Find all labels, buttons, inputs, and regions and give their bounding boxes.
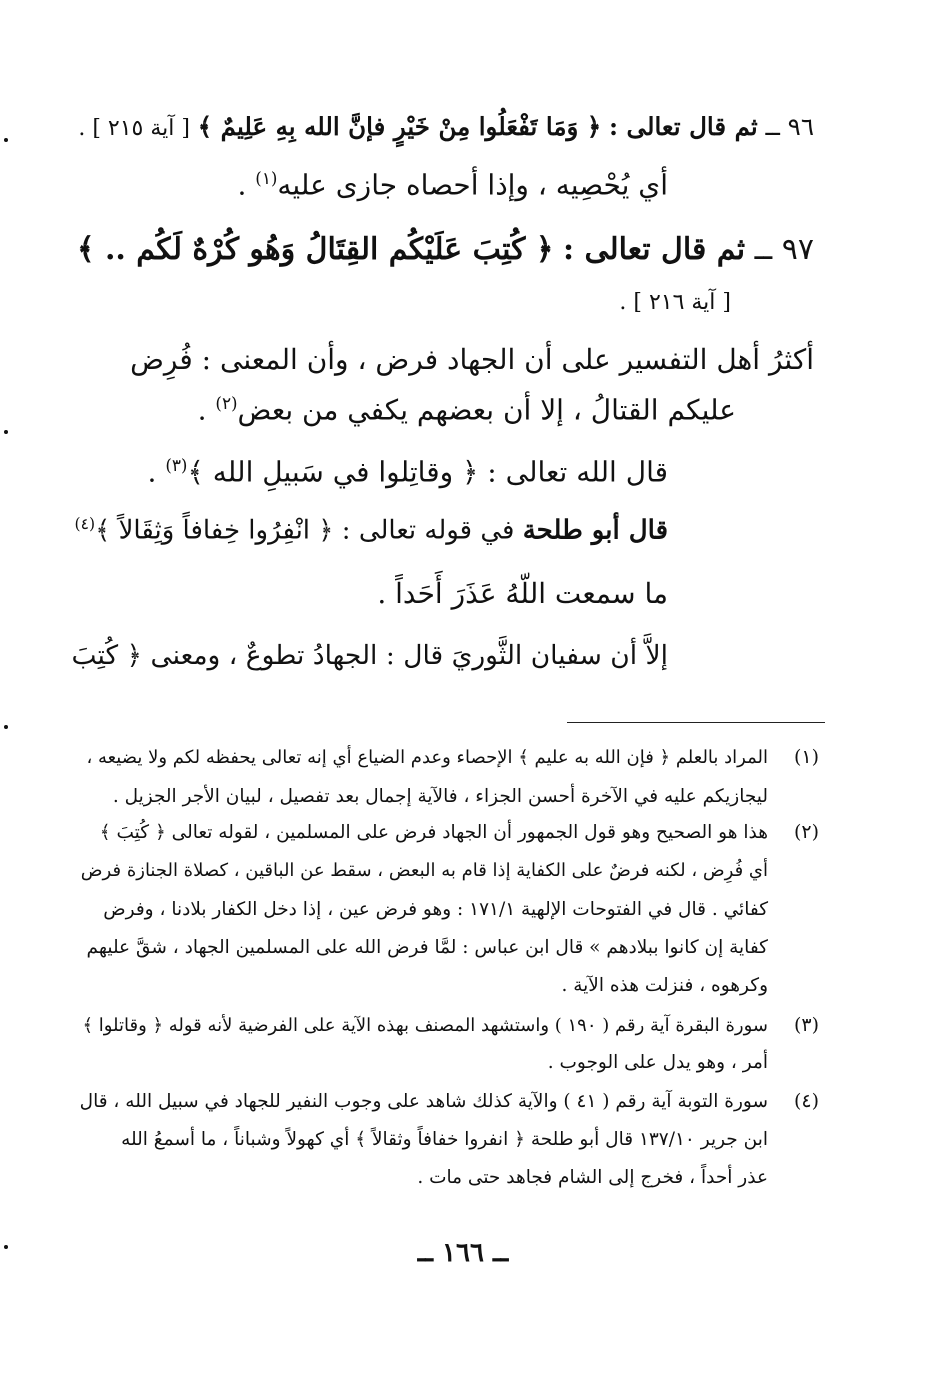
footnote-2-line-3: كفائي . قال في الفتوحات الإلهية ١٧١/١ : وهو فرض عين ، إذا دخل الكفار بلادنا ، وفرض xyxy=(103,899,768,920)
paragraph-97-line-1: أكثرُ أهل التفسير على أن الجهاد فرض ، وأن المعنى : فُرِض xyxy=(130,343,814,376)
quran-verse: ﴿ وَمَا تَفْعَلُوا مِنْ خَيْرٍ فإنَّ الله بِهِ عَلِيمٌ ﴾ xyxy=(197,112,602,141)
paragraph-96: أي يُحْصِيه ، وإذا أحصاه جازى عليه$^{(١)}$ . xyxy=(237,168,668,202)
footnote-ref-4[interactable]: (٤) xyxy=(74,515,96,533)
footnote-ref-3[interactable]: (٣) xyxy=(165,455,188,475)
scan-mark xyxy=(4,430,8,434)
item-number: ٩٧ ــ xyxy=(754,232,814,267)
footnote-2-line-1: هذا هو الصحيح وهو قول الجمهور أن الجهاد فرض على المسلمين ، لقوله تعالى ﴿ كُتِبَ ﴾ xyxy=(99,822,768,843)
footnote-number: (١) xyxy=(793,746,819,768)
item-number: ٩٦ ــ xyxy=(765,112,814,141)
footnote-4-line-1: سورة التوبة آية رقم ( ٤١ ) والآية كذلك شاهد على وجوب النفير للجهاد في سبيل الله ، قال xyxy=(79,1091,768,1112)
footnote-4-line-2: ابن جرير ١٣٧/١٠ قال أبو طلحة ﴿ انفروا خفافاً وثقالاً ﴾ أي كهولاً وشباناً ، ما أسمعُ الله xyxy=(121,1129,768,1150)
narrator-name: قال أبو طلحة xyxy=(522,515,668,546)
footnote-number: (٤) xyxy=(793,1090,819,1112)
scan-mark xyxy=(4,725,8,729)
paragraph-97-line-2: عليكم القتالُ ، إلا أن بعضهم يكفي من بعض$^{(٢)}$ . xyxy=(197,393,736,427)
footnote-4-line-3: عذر أحداً ، فخرج إلى الشام فجاهد حتى مات . xyxy=(417,1167,768,1188)
verse-reference: [ آية ٢١٥ ] . xyxy=(78,116,190,141)
footnote-ref-2[interactable]: (٢) xyxy=(215,393,238,413)
verse-reference: [ آية ٢١٦ ] . xyxy=(619,290,731,315)
footnote-number: (٣) xyxy=(793,1014,819,1036)
item-97-heading xyxy=(77,232,814,267)
footnote-2-line-5: وكرهوه ، فنزلت هذه الآية . xyxy=(561,975,768,996)
footnote-2-line-4: كفاية إن كانوا ببلادهم » قال ابن عباس : لمَّا فرض الله على المسلمين الجهاد ، شقَّ عليهم xyxy=(86,937,768,958)
item-intro: ثم قال تعالى : xyxy=(608,112,758,141)
footnote-ref-1[interactable]: (١) xyxy=(255,168,278,188)
footnote-number: (٢) xyxy=(793,821,819,843)
footnote-1-line-1: المراد بالعلم ﴿ فإن الله به عليم ﴾ الإحصاء وعدم الضياع أي إنه تعالى يحفظه لكم ولا يضيعه ، xyxy=(86,747,768,768)
page-number: ــ ١٦٦ ــ xyxy=(417,1238,509,1268)
paragraph-97-line-4: قال أبو طلحة في قوله تعالى : ﴿ انْفِرُوا خِفافاً وَثِقَالاً ﴾$^{(٤)}$ xyxy=(74,515,668,546)
paragraph-97-line-3: قال الله تعالى : ﴿ وقاتِلوا في سَبيلِ الله ﴾$^{(٣)}$ . xyxy=(147,455,668,489)
item-intro: ثم قال تعالى : xyxy=(562,232,746,267)
footnote-3-line-2: أمر ، وهو يدل على الوجوب . xyxy=(547,1052,768,1073)
scan-mark xyxy=(4,138,8,142)
footnote-2-line-2: أي فُرِض ، لكنه فرضٌ على الكفاية إذا قام به البعض ، سقط عن الباقين ، كصلاة الجنازة فرض xyxy=(80,860,768,881)
paragraph-97-line-6: إلاَّ أن سفيان الثَّوريَ قال : الجهادُ تطوعٌ ، ومعنى ﴿ كُتِبَ xyxy=(71,640,668,671)
quran-verse: ﴿ كُتِبَ عَلَيْكُم القِتَالُ وَهُو كُرْهٌ لَكُم .. ﴾ xyxy=(76,232,554,267)
footnote-separator xyxy=(567,722,825,723)
item-96-heading xyxy=(78,112,814,141)
footnote-3-line-1: سورة البقرة آية رقم ( ١٩٠ ) واستشهد المصنف بهذه الآية على الفرضية لأنه قوله ﴿ وقاتلوا ﴾ xyxy=(82,1015,768,1036)
paragraph-97-line-5: ما سمعت اللّهُ عَذَرَ أَحَداً . xyxy=(377,577,668,610)
scan-mark xyxy=(4,1245,8,1249)
footnote-1-line-2: ليجازيكم عليه في الآخرة أحسن الجزاء ، فالآية إجمال بعد تفصيل ، لبيان الأجر الجزيل . xyxy=(112,786,768,807)
